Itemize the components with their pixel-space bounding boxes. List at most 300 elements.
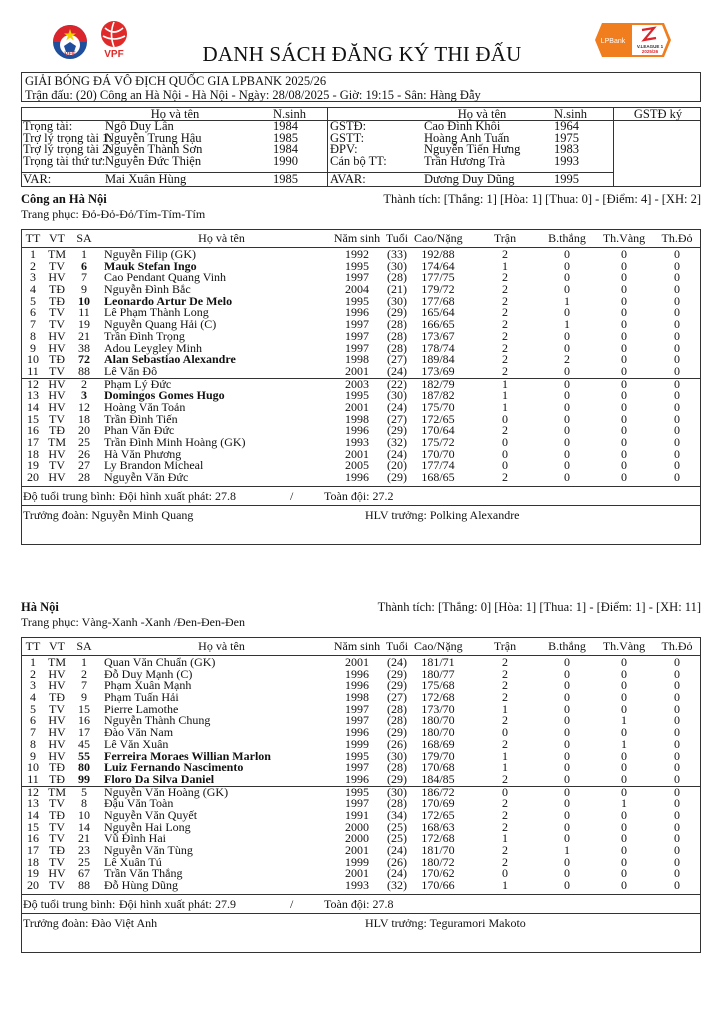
player-goals: 0 xyxy=(564,713,570,728)
player-apps: 2 xyxy=(502,247,508,261)
player-yob: 1991 xyxy=(345,807,369,822)
official-role: ĐPV: xyxy=(330,142,358,156)
player-height-weight: 182/79 xyxy=(421,376,455,391)
player-number: 17 xyxy=(27,435,39,449)
player-shirt: 3 xyxy=(81,388,87,403)
player-yob: 1997 xyxy=(345,328,369,343)
player-height-weight: 192/88 xyxy=(421,247,455,261)
player-age: (28) xyxy=(387,760,407,775)
player-apps: 0 xyxy=(502,435,508,449)
player-age: (27) xyxy=(387,690,407,705)
player-shirt: 99 xyxy=(78,771,90,786)
player-position: TĐ xyxy=(49,282,65,297)
player-height-weight: 166/65 xyxy=(421,317,455,332)
player-number: 11 xyxy=(27,771,39,786)
player-red: 0 xyxy=(674,760,680,775)
player-goals: 1 xyxy=(564,317,570,332)
player-height-weight: 184/85 xyxy=(421,771,455,786)
player-yellow: 0 xyxy=(621,363,627,378)
player-yob: 2000 xyxy=(345,819,369,834)
player-apps: 2 xyxy=(502,819,508,834)
player-shirt: 20 xyxy=(78,423,90,438)
player-number: 13 xyxy=(27,796,39,811)
player-number: 15 xyxy=(27,411,39,426)
player-age: (28) xyxy=(387,317,407,332)
player-age: (25) xyxy=(387,819,407,834)
player-goals: 0 xyxy=(564,725,570,740)
header-col-position: VT xyxy=(49,639,65,653)
player-goals: 0 xyxy=(564,435,570,449)
player-name: Nguyễn Hai Long xyxy=(104,819,191,834)
player-goals: 0 xyxy=(564,282,570,297)
player-name: Đậu Văn Toàn xyxy=(104,796,174,811)
player-yellow: 0 xyxy=(621,854,627,869)
player-name: Quan Văn Chuẩn (GK) xyxy=(104,655,216,669)
player-number: 8 xyxy=(30,328,36,343)
official-name: Nguyễn Trung Hậu xyxy=(105,130,202,145)
player-position: TV xyxy=(49,363,65,378)
player-name: Lê Xuân Tú xyxy=(104,854,162,869)
player-apps: 2 xyxy=(502,843,508,857)
player-yob: 1998 xyxy=(345,411,369,426)
player-shirt: 67 xyxy=(78,866,90,881)
player-apps: 0 xyxy=(502,411,508,426)
player-height-weight: 180/70 xyxy=(421,713,455,728)
player-goals: 1 xyxy=(564,293,570,308)
player-row xyxy=(22,771,700,786)
player-name: Nguyễn Thành Chung xyxy=(104,713,211,728)
player-age: (27) xyxy=(387,411,407,426)
player-yob: 1998 xyxy=(345,690,369,705)
player-yob: 1996 xyxy=(345,470,369,485)
player-apps: 0 xyxy=(502,866,508,881)
player-goals: 0 xyxy=(564,854,570,869)
player-position: HV xyxy=(48,270,66,285)
player-goals: 2 xyxy=(564,352,570,367)
player-red: 0 xyxy=(674,831,680,846)
player-shirt: 21 xyxy=(78,328,90,343)
vleague-lpbank-logo-icon xyxy=(594,22,672,58)
player-apps: 1 xyxy=(502,388,508,403)
player-red: 0 xyxy=(674,666,680,681)
player-number: 18 xyxy=(27,446,39,461)
player-height-weight: 170/62 xyxy=(421,866,455,881)
player-apps: 0 xyxy=(502,458,508,473)
player-row xyxy=(22,472,700,484)
player-yellow: 0 xyxy=(621,866,627,881)
player-height-weight: 170/69 xyxy=(421,796,455,811)
player-name: Trần Đình Minh Hoàng (GK) xyxy=(104,435,246,449)
player-goals: 0 xyxy=(564,807,570,822)
player-apps: 2 xyxy=(502,363,508,378)
player-yob: 2001 xyxy=(345,843,369,857)
svg-text:2025/26: 2025/26 xyxy=(641,49,659,54)
player-red: 0 xyxy=(674,819,680,834)
player-position: HV xyxy=(48,376,66,391)
team-name: Công an Hà Nội xyxy=(21,192,107,206)
player-apps: 2 xyxy=(502,352,508,367)
player-number: 7 xyxy=(30,317,36,332)
player-shirt: 26 xyxy=(78,446,90,461)
player-age: (25) xyxy=(387,831,407,846)
player-goals: 0 xyxy=(564,831,570,846)
player-number: 18 xyxy=(27,854,39,869)
header-col-age: Tuổi xyxy=(385,231,409,245)
player-shirt: 7 xyxy=(81,270,87,285)
official-yob: 1983 xyxy=(554,142,579,156)
player-name: Luiz Fernando Nascimento xyxy=(104,760,244,775)
player-name: Ferreira Moraes Willian Marlon xyxy=(104,748,271,763)
player-position: TV xyxy=(49,317,65,332)
player-yellow: 0 xyxy=(621,760,627,775)
header-col-shirt: SA xyxy=(76,639,92,653)
official-role: Trợ lý trọng tài 2: xyxy=(23,142,112,156)
player-position: TV xyxy=(49,796,65,811)
player-goals: 0 xyxy=(564,819,570,834)
player-position: TM xyxy=(48,435,66,449)
header-col-position: VT xyxy=(49,231,65,245)
officials-header-sign: GSTĐ ký xyxy=(633,107,683,121)
header-col-apps: Trận xyxy=(493,231,517,245)
player-age: (24) xyxy=(387,446,407,461)
official-yob: 1995 xyxy=(554,172,579,186)
player-yellow: 0 xyxy=(621,282,627,297)
official-name: Hoàng Anh Tuấn xyxy=(424,130,510,145)
player-shirt: 14 xyxy=(78,819,90,834)
team-record: Thành tích: [Thắng: 1] [Hòa: 1] [Thua: 0] - [Điểm: 4] - [XH: 2] xyxy=(383,192,701,206)
team-kit: Trang phục: Đỏ-Đỏ-Đỏ/Tím-Tím-Tím xyxy=(21,207,206,221)
player-yellow: 0 xyxy=(621,423,627,438)
player-position: HV xyxy=(48,725,66,740)
player-number: 16 xyxy=(27,831,39,846)
player-shirt: 28 xyxy=(78,470,90,485)
player-yellow: 0 xyxy=(621,701,627,716)
player-yellow: 0 xyxy=(621,328,627,343)
player-height-weight: 173/67 xyxy=(421,328,455,343)
player-name: Đào Văn Nam xyxy=(104,725,174,740)
player-yob: 2000 xyxy=(345,831,369,846)
player-apps: 2 xyxy=(502,470,508,485)
player-number: 15 xyxy=(27,819,39,834)
player-yob: 1993 xyxy=(345,435,369,449)
player-yellow: 0 xyxy=(621,352,627,367)
header-col-name: Họ và tên xyxy=(198,231,245,245)
player-height-weight: 177/68 xyxy=(421,293,455,308)
player-height-weight: 172/65 xyxy=(421,807,455,822)
player-goals: 0 xyxy=(564,411,570,426)
player-height-weight: 170/70 xyxy=(421,446,455,461)
player-shirt: 7 xyxy=(81,678,87,693)
player-red: 0 xyxy=(674,784,680,799)
header-col-goals: B.thắng xyxy=(548,639,586,653)
average-age-separator: / xyxy=(290,896,294,911)
player-age: (29) xyxy=(387,470,407,485)
player-apps: 2 xyxy=(502,282,508,297)
player-yellow: 0 xyxy=(621,305,627,320)
player-yellow: 0 xyxy=(621,831,627,846)
player-age: (24) xyxy=(387,866,407,881)
player-position: TM xyxy=(48,247,66,261)
player-name: Ly Brandon Micheal xyxy=(104,458,204,473)
player-apps: 1 xyxy=(502,748,508,763)
player-number: 16 xyxy=(27,423,39,438)
player-yob: 2005 xyxy=(345,458,369,473)
player-number: 17 xyxy=(27,843,39,857)
player-red: 0 xyxy=(674,282,680,297)
player-goals: 0 xyxy=(564,363,570,378)
player-apps: 2 xyxy=(502,328,508,343)
player-height-weight: 181/70 xyxy=(421,843,455,857)
player-name: Leonardo Artur De Melo xyxy=(104,293,233,308)
player-goals: 0 xyxy=(564,340,570,355)
player-shirt: 88 xyxy=(78,878,90,893)
player-height-weight: 170/68 xyxy=(421,760,455,775)
player-red: 0 xyxy=(674,317,680,332)
player-yob: 1996 xyxy=(345,725,369,740)
player-position: TM xyxy=(48,655,66,669)
official-role: Trọng tài: xyxy=(23,119,73,133)
player-red: 0 xyxy=(674,293,680,308)
player-number: 3 xyxy=(30,678,36,693)
player-position: TĐ xyxy=(49,690,65,705)
player-number: 13 xyxy=(27,388,39,403)
player-shirt: 9 xyxy=(81,282,87,297)
player-name: Mauk Stefan Ingo xyxy=(104,258,197,273)
player-yob: 2001 xyxy=(345,655,369,669)
player-height-weight: 168/63 xyxy=(421,819,455,834)
player-name: Nguyễn Quang Hải (C) xyxy=(104,317,217,332)
player-position: TĐ xyxy=(49,843,65,857)
player-shirt: 88 xyxy=(78,363,90,378)
player-height-weight: 180/72 xyxy=(421,854,455,869)
player-name: Cao Pendant Quang Vinh xyxy=(104,270,227,285)
player-red: 0 xyxy=(674,328,680,343)
player-red: 0 xyxy=(674,458,680,473)
player-yellow: 0 xyxy=(621,399,627,414)
header-col-yellow: Th.Vàng xyxy=(602,231,646,245)
player-position: TV xyxy=(49,819,65,834)
player-position: HV xyxy=(48,713,66,728)
player-height-weight: 173/69 xyxy=(421,363,455,378)
average-age-label: Độ tuổi trung bình: xyxy=(23,488,116,503)
player-row xyxy=(22,880,700,892)
player-position: TV xyxy=(49,305,65,320)
player-red: 0 xyxy=(674,376,680,391)
head-coach: HLV trưởng: Teguramori Makoto xyxy=(365,915,526,930)
header-col-height-weight: Cao/Nặng xyxy=(414,231,463,245)
header-col-yob: Năm sinh xyxy=(333,231,381,245)
player-table-team-2 xyxy=(21,637,701,953)
player-apps: 2 xyxy=(502,305,508,320)
player-position: TV xyxy=(49,878,65,893)
player-yob: 1992 xyxy=(345,247,369,261)
official-name: Trần Hương Trà xyxy=(424,153,505,168)
player-goals: 0 xyxy=(564,258,570,273)
header-col-number: TT xyxy=(25,639,41,653)
player-yob: 1997 xyxy=(345,701,369,716)
player-yellow: 0 xyxy=(621,690,627,705)
player-age: (20) xyxy=(387,458,407,473)
player-goals: 0 xyxy=(564,270,570,285)
player-shirt: 1 xyxy=(81,655,87,669)
player-position: TĐ xyxy=(49,423,65,438)
player-yellow: 0 xyxy=(621,317,627,332)
player-position: HV xyxy=(48,399,66,414)
player-red: 0 xyxy=(674,388,680,403)
player-yellow: 0 xyxy=(621,819,627,834)
player-red: 0 xyxy=(674,736,680,751)
player-name: Alan Sebastiao Alexandre xyxy=(104,352,236,367)
player-apps: 2 xyxy=(502,807,508,822)
player-number: 10 xyxy=(27,760,39,775)
player-height-weight: 180/77 xyxy=(421,666,455,681)
player-name: Lê Phạm Thành Long xyxy=(104,305,209,320)
player-goals: 0 xyxy=(564,458,570,473)
svg-text:VFF: VFF xyxy=(64,52,76,58)
player-goals: 0 xyxy=(564,666,570,681)
head-coach: HLV trưởng: Polking Alexandre xyxy=(365,507,520,522)
player-shirt: 72 xyxy=(78,352,90,367)
player-number: 20 xyxy=(27,878,39,893)
player-age: (29) xyxy=(387,725,407,740)
player-yob: 1997 xyxy=(345,270,369,285)
team-record: Thành tích: [Thắng: 0] [Hòa: 1] [Thua: 1] - [Điểm: 1] - [XH: 11] xyxy=(377,600,701,614)
player-name: Phạm Xuân Mạnh xyxy=(104,678,192,693)
player-table-team-1 xyxy=(21,229,701,545)
player-yob: 1996 xyxy=(345,771,369,786)
player-yob: 1995 xyxy=(345,784,369,799)
player-age: (30) xyxy=(387,258,407,273)
player-yob: 1995 xyxy=(345,748,369,763)
player-yob: 1997 xyxy=(345,340,369,355)
player-red: 0 xyxy=(674,701,680,716)
player-yellow: 0 xyxy=(621,843,627,857)
player-age: (30) xyxy=(387,748,407,763)
player-red: 0 xyxy=(674,305,680,320)
official-name: Nguyễn Tiến Hưng xyxy=(424,142,521,156)
player-age: (27) xyxy=(387,352,407,367)
official-role: Trợ lý trọng tài 1: xyxy=(23,130,112,145)
player-goals: 0 xyxy=(564,866,570,881)
player-number: 11 xyxy=(27,363,39,378)
player-yellow: 0 xyxy=(621,748,627,763)
svg-text:LPBank: LPBank xyxy=(600,38,626,45)
player-apps: 1 xyxy=(502,831,508,846)
player-yob: 1999 xyxy=(345,736,369,751)
player-name: Vũ Đình Hai xyxy=(104,831,166,846)
player-position: TĐ xyxy=(49,807,65,822)
player-apps: 2 xyxy=(502,736,508,751)
player-yellow: 1 xyxy=(621,736,627,751)
player-height-weight: 179/70 xyxy=(421,748,455,763)
player-goals: 0 xyxy=(564,760,570,775)
player-goals: 0 xyxy=(564,388,570,403)
player-apps: 1 xyxy=(502,760,508,775)
player-yellow: 0 xyxy=(621,784,627,799)
player-yellow: 0 xyxy=(621,435,627,449)
player-age: (30) xyxy=(387,784,407,799)
player-name: Trần Văn Thắng xyxy=(104,866,183,881)
official-role: VAR: xyxy=(23,172,52,186)
player-name: Adou Leygley Minh xyxy=(104,340,202,355)
player-red: 0 xyxy=(674,748,680,763)
header-col-height-weight: Cao/Nặng xyxy=(414,639,463,653)
player-name: Floro Da Silva Daniel xyxy=(104,771,215,786)
player-age: (26) xyxy=(387,854,407,869)
player-apps: 2 xyxy=(502,713,508,728)
average-age-starting: Đội hình xuất phát: 27.9 xyxy=(119,896,236,911)
player-name: Phan Văn Đức xyxy=(104,423,175,438)
team-name: Hà Nội xyxy=(21,600,59,614)
player-shirt: 10 xyxy=(78,293,90,308)
player-yellow: 0 xyxy=(621,678,627,693)
header-col-number: TT xyxy=(25,231,41,245)
player-yob: 2001 xyxy=(345,399,369,414)
staff-row xyxy=(22,505,700,544)
player-age: (32) xyxy=(387,878,407,893)
player-yob: 1993 xyxy=(345,878,369,893)
player-height-weight: 173/70 xyxy=(421,701,455,716)
player-number: 3 xyxy=(30,270,36,285)
competition-name: GIẢI BÓNG ĐÁ VÔ ĐỊCH QUỐC GIA LPBANK 2025/26 xyxy=(25,74,327,88)
player-apps: 2 xyxy=(502,796,508,811)
player-red: 0 xyxy=(674,796,680,811)
player-yellow: 0 xyxy=(621,878,627,893)
player-position: TĐ xyxy=(49,760,65,775)
player-apps: 2 xyxy=(502,270,508,285)
player-yob: 1995 xyxy=(345,258,369,273)
player-red: 0 xyxy=(674,725,680,740)
player-number: 10 xyxy=(27,352,39,367)
player-position: TV xyxy=(49,831,65,846)
average-age-row xyxy=(22,486,700,505)
player-red: 0 xyxy=(674,340,680,355)
player-position: HV xyxy=(48,470,66,485)
player-age: (29) xyxy=(387,423,407,438)
player-shirt: 18 xyxy=(78,411,90,426)
player-row xyxy=(22,363,700,378)
player-age: (26) xyxy=(387,736,407,751)
player-yellow: 0 xyxy=(621,655,627,669)
player-shirt: 2 xyxy=(81,666,87,681)
header-col-age: Tuổi xyxy=(385,639,409,653)
player-yellow: 0 xyxy=(621,388,627,403)
player-apps: 2 xyxy=(502,340,508,355)
officials-header-name-left: Họ và tên xyxy=(150,107,200,121)
player-number: 7 xyxy=(30,725,36,740)
player-red: 0 xyxy=(674,655,680,669)
player-apps: 2 xyxy=(502,293,508,308)
player-yellow: 0 xyxy=(621,446,627,461)
official-name: Ngô Duy Lân xyxy=(105,119,174,133)
official-yob: 1984 xyxy=(273,142,298,156)
player-apps: 2 xyxy=(502,317,508,332)
document-title: DANH SÁCH ĐĂNG KÝ THI ĐẤU xyxy=(202,42,522,66)
player-yob: 1996 xyxy=(345,666,369,681)
player-yob: 1996 xyxy=(345,423,369,438)
official-role: Trọng tài thứ tư: xyxy=(23,153,106,168)
player-height-weight: 177/75 xyxy=(421,270,455,285)
player-number: 1 xyxy=(30,655,36,669)
player-number: 2 xyxy=(30,666,36,681)
officials-table xyxy=(21,107,701,187)
player-red: 0 xyxy=(674,470,680,485)
player-age: (29) xyxy=(387,666,407,681)
player-shirt: 17 xyxy=(78,725,90,740)
staff-row xyxy=(22,913,700,952)
player-apps: 2 xyxy=(502,854,508,869)
header-col-red: Th.Đỏ xyxy=(661,639,693,653)
